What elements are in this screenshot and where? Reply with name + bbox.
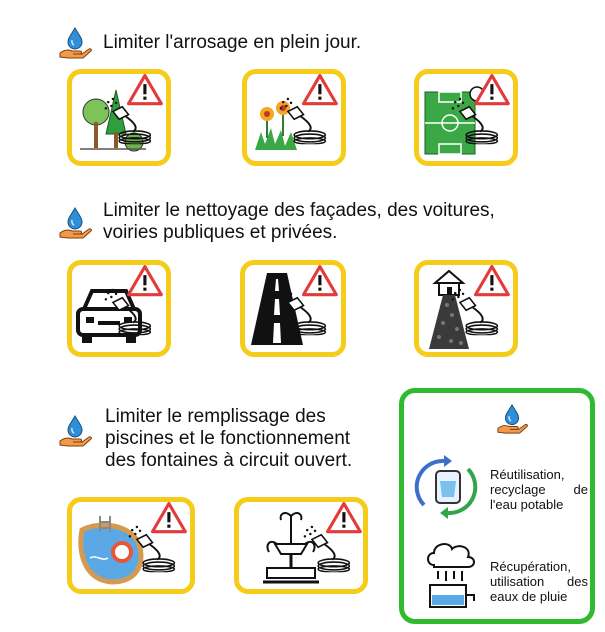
heading-line: Limiter l'arrosage en plein jour. [103, 32, 362, 53]
water-recycling-icon [414, 453, 478, 521]
alternatives-panel [399, 388, 595, 624]
pool-icon [72, 502, 190, 589]
fountain-icon [239, 502, 363, 589]
heading-line: piscines et le fonctionnement [105, 428, 351, 449]
heading-line: voiries publiques et privées. [103, 222, 338, 243]
water-drop-hand-icon [58, 26, 92, 60]
heading-line: Limiter le nettoyage des façades, des voitures, [103, 200, 495, 221]
water-drop-hand-icon [58, 206, 92, 240]
watering-trees-card [67, 69, 171, 166]
panel-line: Récupération, [490, 559, 571, 574]
section-heading [105, 406, 352, 472]
road-washing-card [240, 260, 346, 357]
panel-line: Réutilisation, [490, 467, 565, 482]
panel-line: eaux de pluie [490, 589, 568, 604]
road-icon [245, 265, 341, 352]
heading-line: Limiter le remplissage des [105, 406, 326, 427]
house-path-icon [419, 265, 513, 352]
path-washing-card [414, 260, 518, 357]
football-field-icon [419, 74, 513, 161]
flowers-icon [247, 74, 341, 161]
panel-line: l'eau potable [490, 497, 564, 512]
heading-line: des fontaines à circuit ouvert. [105, 450, 353, 471]
section-heading [103, 200, 495, 244]
section-heading [103, 32, 361, 54]
trees-icon [72, 74, 166, 161]
watering-flowers-card [242, 69, 346, 166]
water-drop-hand-icon [496, 403, 528, 435]
panel-line: recyclage de [490, 482, 588, 497]
pool-filling-card [67, 497, 195, 594]
car-icon [72, 265, 166, 352]
water-drop-hand-icon [58, 414, 92, 448]
car-washing-card [67, 260, 171, 357]
fountain-card [234, 497, 368, 594]
reuse-text [490, 467, 588, 512]
rainwater-text [490, 559, 588, 604]
panel-line: utilisation des [490, 574, 588, 589]
watering-field-card [414, 69, 518, 166]
rain-collection-icon [422, 539, 480, 611]
